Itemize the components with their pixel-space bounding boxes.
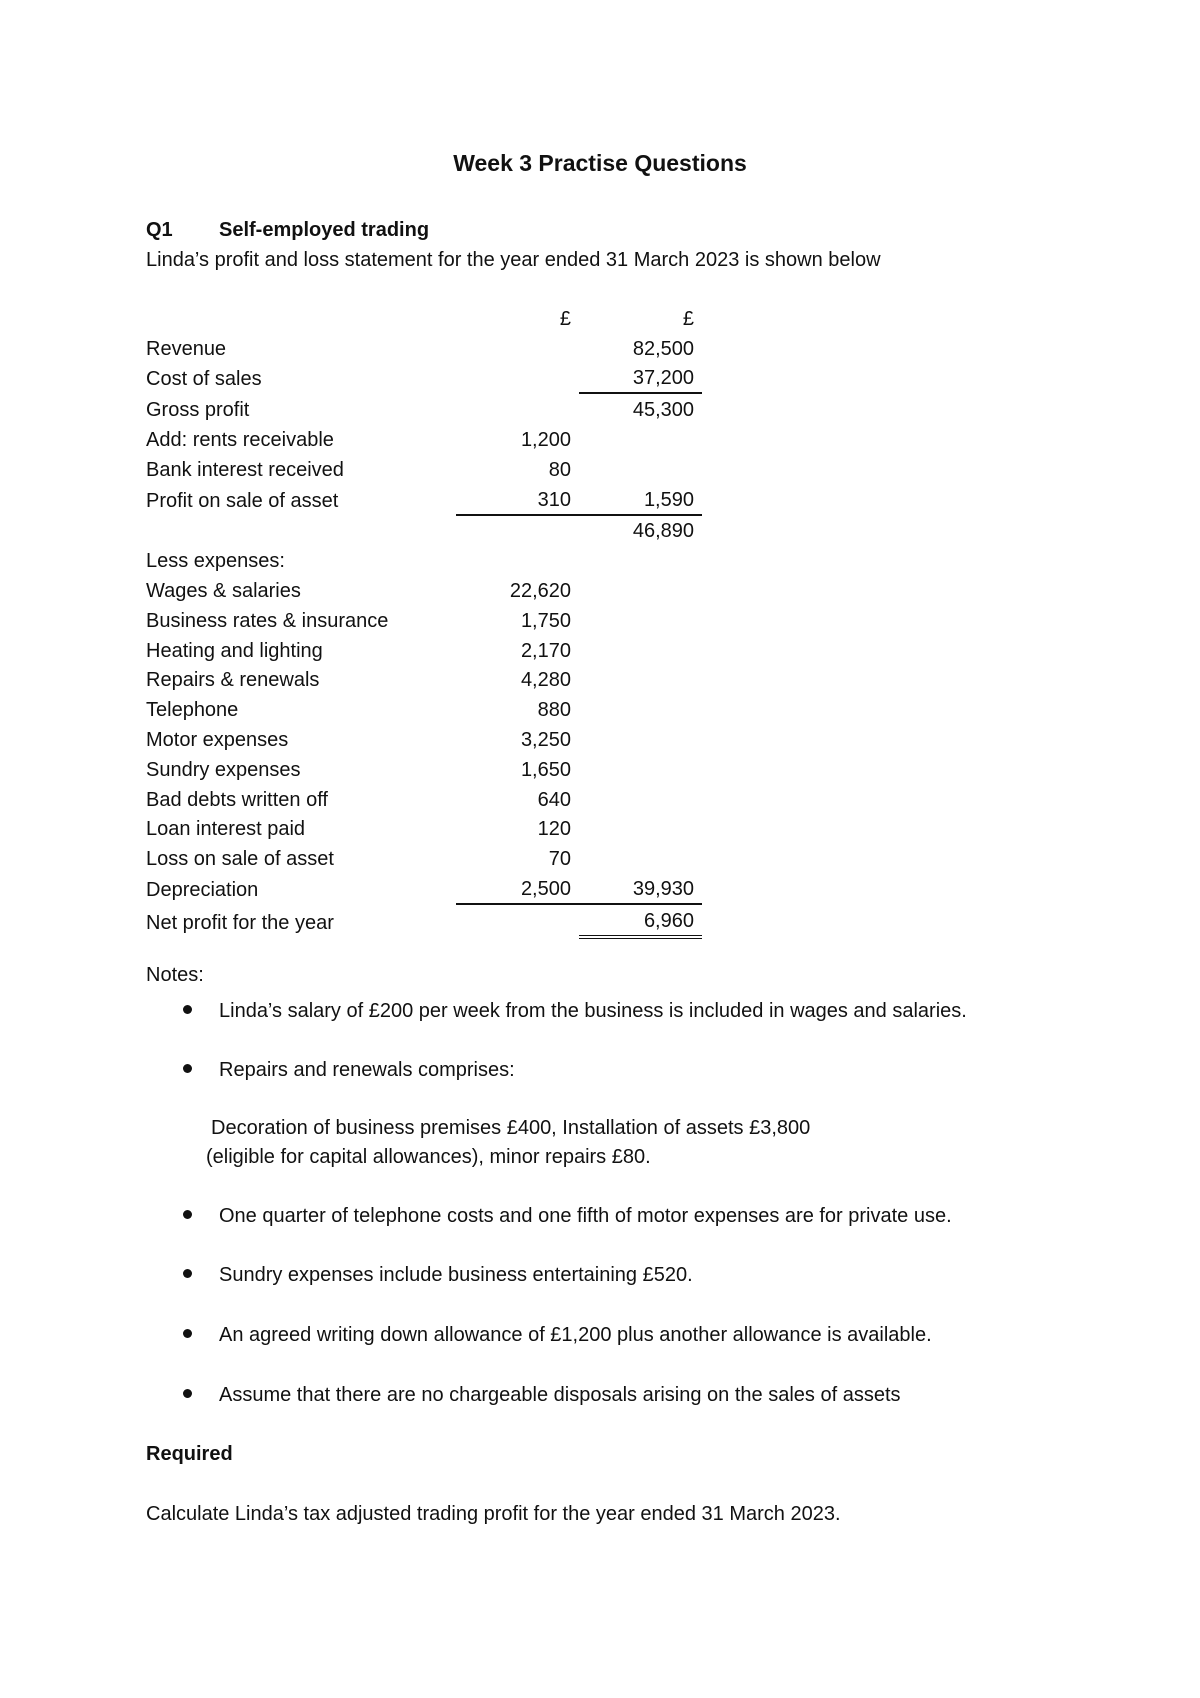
row-total bbox=[579, 605, 702, 635]
repairs-detail: Decoration of business premises £400, Installation of assets £3,800 bbox=[211, 1117, 811, 1139]
task-instruction: Calculate Linda’s tax adjusted trading profit for the year ended 31 March 2023. bbox=[146, 1503, 841, 1525]
table-row bbox=[146, 724, 702, 754]
row-label: Bank interest received bbox=[146, 458, 344, 481]
row-amount bbox=[456, 363, 579, 394]
question-intro: Linda’s profit and loss statement for the year ended 31 March 2023 is shown below bbox=[146, 249, 881, 271]
row-amount: 1,200 bbox=[520, 428, 571, 451]
note-item: An agreed writing down allowance of £1,200 plus another allowance is available. bbox=[219, 1324, 932, 1346]
table-row bbox=[146, 363, 702, 394]
bullet-icon bbox=[183, 1381, 195, 1393]
row-total: 45,300 bbox=[632, 399, 694, 422]
row-amount: 1,750 bbox=[520, 609, 571, 632]
row-label: Cost of sales bbox=[146, 368, 262, 391]
table-row bbox=[146, 843, 702, 873]
table-row bbox=[146, 333, 702, 363]
currency-header: £ bbox=[682, 307, 694, 330]
table-row bbox=[146, 784, 702, 814]
row-amount: 70 bbox=[548, 848, 571, 871]
page-title: Week 3 Practise Questions bbox=[453, 150, 747, 176]
question-title: Self-employed trading bbox=[219, 219, 430, 241]
table-row bbox=[146, 904, 702, 937]
row-amount bbox=[456, 545, 579, 575]
bullet-icon bbox=[183, 1261, 195, 1273]
row-total: 37,200 bbox=[579, 363, 702, 394]
row-amount: 22,620 bbox=[509, 579, 571, 602]
row-amount bbox=[456, 333, 579, 363]
notes-label: Notes: bbox=[146, 964, 204, 986]
row-label: Wages & salaries bbox=[146, 579, 301, 602]
table-row bbox=[146, 545, 702, 575]
row-amount bbox=[456, 904, 579, 937]
row-total bbox=[579, 754, 702, 784]
table-row bbox=[146, 873, 702, 904]
row-label: Gross profit bbox=[146, 399, 250, 422]
bullet-icon bbox=[183, 997, 195, 1009]
table-row bbox=[146, 694, 702, 724]
row-total: 1,590 bbox=[579, 484, 702, 515]
row-label: Loss on sale of asset bbox=[146, 848, 334, 871]
row-total bbox=[579, 635, 702, 665]
note-item: Assume that there are no chargeable disposals arising on the sales of assets bbox=[219, 1384, 901, 1406]
row-label: Less expenses: bbox=[146, 550, 285, 573]
row-total bbox=[579, 454, 702, 484]
bullet-icon bbox=[183, 1202, 195, 1214]
note-item: Linda’s salary of £200 per week from the business is included in wages and salaries. bbox=[219, 1000, 967, 1022]
row-total: 6,960 bbox=[579, 904, 702, 937]
bullet-icon bbox=[183, 1321, 195, 1333]
note-item: One quarter of telephone costs and one fifth of motor expenses are for private use. bbox=[219, 1205, 952, 1227]
row-amount: 80 bbox=[548, 458, 571, 481]
row-label: Business rates & insurance bbox=[146, 609, 389, 632]
row-amount: 2,500 bbox=[456, 873, 579, 904]
question-heading bbox=[146, 216, 429, 244]
row-label: Loan interest paid bbox=[146, 818, 306, 841]
row-total bbox=[579, 843, 702, 873]
row-label: Repairs & renewals bbox=[146, 669, 320, 692]
table-row bbox=[146, 424, 702, 454]
row-total bbox=[579, 665, 702, 695]
table-row bbox=[146, 635, 702, 665]
row-label: Telephone bbox=[146, 699, 239, 722]
note-item: Repairs and renewals comprises: bbox=[219, 1059, 515, 1081]
row-total bbox=[579, 814, 702, 844]
row-total bbox=[579, 424, 702, 454]
table-row bbox=[146, 393, 702, 424]
row-amount: 120 bbox=[537, 818, 571, 841]
table-row bbox=[146, 515, 702, 546]
currency-header-row bbox=[146, 303, 702, 333]
row-amount: 310 bbox=[456, 484, 579, 515]
row-total bbox=[579, 575, 702, 605]
table-row bbox=[146, 605, 702, 635]
row-amount: 880 bbox=[537, 699, 571, 722]
bullet-icon bbox=[183, 1056, 195, 1068]
row-total: 39,930 bbox=[579, 873, 702, 904]
table-row bbox=[146, 575, 702, 605]
row-label bbox=[146, 515, 456, 546]
table-row bbox=[146, 665, 702, 695]
question-number: Q1 bbox=[146, 219, 173, 241]
row-label: Net profit for the year bbox=[146, 911, 334, 934]
row-total: 82,500 bbox=[632, 337, 694, 360]
row-amount: 4,280 bbox=[520, 669, 571, 692]
table-row bbox=[146, 484, 702, 515]
row-amount: 2,170 bbox=[520, 639, 571, 662]
required-heading: Required bbox=[146, 1443, 233, 1465]
row-total bbox=[579, 724, 702, 754]
row-label: Profit on sale of asset bbox=[146, 489, 339, 512]
row-amount bbox=[456, 515, 579, 546]
repairs-detail: (eligible for capital allowances), minor repairs £80. bbox=[206, 1146, 651, 1168]
row-total: 46,890 bbox=[632, 520, 694, 543]
profit-loss-statement bbox=[146, 303, 702, 939]
row-label: Motor expenses bbox=[146, 728, 289, 751]
row-total bbox=[579, 784, 702, 814]
row-amount: 3,250 bbox=[520, 728, 571, 751]
table-row bbox=[146, 814, 702, 844]
row-total bbox=[579, 545, 702, 575]
row-amount: 1,650 bbox=[520, 758, 571, 781]
note-item: Sundry expenses include business entertaining £520. bbox=[219, 1264, 693, 1286]
row-label: Depreciation bbox=[146, 878, 259, 901]
row-amount: 640 bbox=[537, 788, 571, 811]
table-row bbox=[146, 754, 702, 784]
row-amount bbox=[456, 393, 579, 424]
currency-header: £ bbox=[559, 307, 571, 330]
row-label: Heating and lighting bbox=[146, 639, 323, 662]
row-label: Sundry expenses bbox=[146, 758, 301, 781]
row-label: Revenue bbox=[146, 337, 227, 360]
table-row bbox=[146, 454, 702, 484]
row-label: Bad debts written off bbox=[146, 788, 328, 811]
row-label: Add: rents receivable bbox=[146, 428, 334, 451]
row-total bbox=[579, 694, 702, 724]
